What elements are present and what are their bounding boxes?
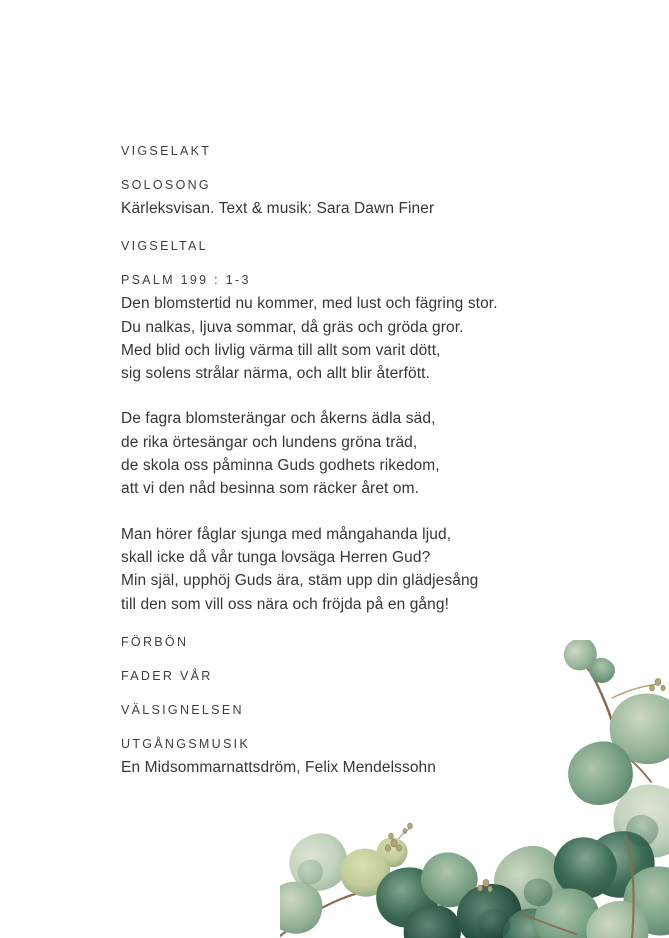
section-heading-forbon: FÖRBÖN — [121, 634, 189, 649]
section-heading-psalm: PSALM 199 : 1-3 — [121, 273, 251, 288]
psalm-verse-2 — [121, 407, 561, 500]
psalm-line: de rika örtesängar och lundens gröna träd, — [121, 433, 418, 451]
psalm-line: Man hörer fåglar sjunga med mångahanda ljud, — [121, 525, 452, 543]
psalm-line: De fagra blomsterängar och åkerns ädla säd, — [121, 410, 436, 428]
psalm-line: att vi den nåd besinna som räcker året om. — [121, 480, 419, 498]
psalm-line: till den som vill oss nära och fröjda på en gång! — [121, 595, 450, 613]
section-heading-valsignelsen: VÄLSIGNELSEN — [121, 702, 244, 717]
psalm-line: skall icke då vår tunga lovsäga Herren Gud? — [121, 548, 431, 566]
solosong-detail: Kärleksvisan. Text & musik: Sara Dawn Finer — [121, 200, 435, 217]
psalm-line: sig solens strålar närma, och allt blir återfött. — [121, 365, 430, 383]
section-heading-solosong: SOLOSONG — [121, 178, 211, 192]
psalm-line: Den blomstertid nu kommer, med lust och fägring stor. — [121, 295, 498, 313]
psalm-line: Du nalkas, ljuva sommar, då gräs och gröda gror. — [121, 318, 464, 336]
eucalyptus-illustration — [280, 640, 669, 938]
psalm-line: Med blid och livlig värma till allt som varit dött, — [121, 341, 441, 359]
section-heading-vigselakt: VIGSELAKT — [121, 144, 212, 158]
psalm-line: de skola oss påminna Guds godhets rikedom, — [121, 457, 440, 475]
section-heading-utgangsmusik: UTGÅNGSMUSIK — [121, 736, 250, 751]
section-heading-fader-var: FADER VÅR — [121, 668, 213, 683]
psalm-line: Min själ, upphöj Guds ära, stäm upp din glädjesång — [121, 572, 479, 590]
utgangsmusik-detail: En Midsommarnattsdröm, Felix Mendelssohn — [121, 758, 436, 776]
psalm-verse-3 — [121, 523, 561, 616]
psalm-verse-1 — [121, 292, 561, 385]
section-heading-vigseltal: VIGSELTAL — [121, 239, 208, 254]
